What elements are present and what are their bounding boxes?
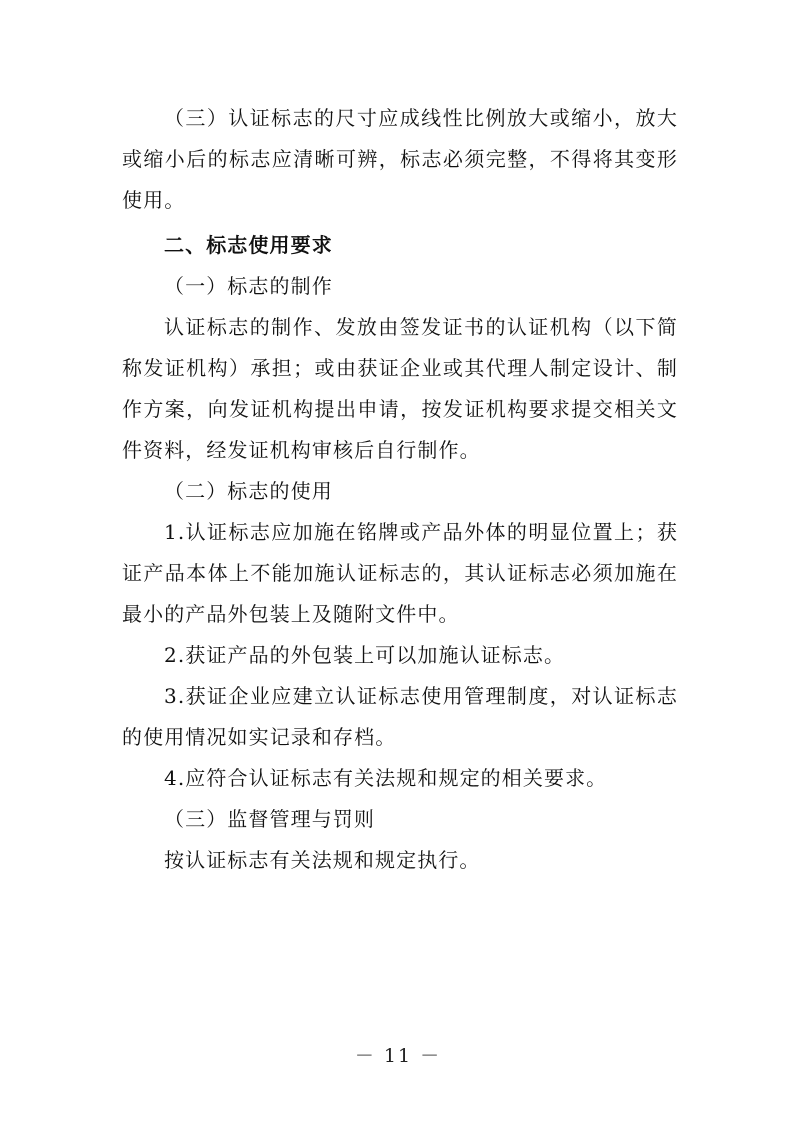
section-heading-usage-requirements: 二、标志使用要求	[164, 233, 333, 257]
page-number: － 11 －	[354, 1045, 442, 1067]
subsection-heading-usage: （二）标志的使用	[164, 479, 333, 503]
paragraph-production: 认证标志的制作、发放由签发证书的认证机构（以下简称发证机构）承担；或由获证企业或其代理人制定设计、制作方案，向发证机构提出申请，按发证机构要求提交相关文件资料，经发证机构审核后自行制作。	[122, 315, 678, 462]
list-item-usage-4: 4.应符合认证标志有关法规和规定的相关要求。	[164, 766, 608, 790]
subsection-heading-supervision: （三）监督管理与罚则	[164, 807, 375, 831]
list-item-usage-2: 2.获证产品的外包装上可以加施认证标志。	[164, 643, 566, 667]
document-body	[122, 98, 678, 881]
list-item-usage-1: 1.认证标志应加施在铭牌或产品外体的明显位置上；获证产品本体上不能加施认证标志的，其认证标志必须加施在最小的产品外包装上及随附文件中。	[122, 520, 678, 626]
list-item-usage-3: 3.获证企业应建立认证标志使用管理制度，对认证标志的使用情况如实记录和存档。	[122, 684, 678, 749]
paragraph-supervision: 按认证标志有关法规和规定执行。	[164, 848, 481, 872]
paragraph-size-requirement: （三）认证标志的尺寸应成线性比例放大或缩小，放大或缩小后的标志应清晰可辨，标志必须完整，不得将其变形使用。	[122, 106, 678, 212]
subsection-heading-production: （一）标志的制作	[164, 274, 333, 298]
